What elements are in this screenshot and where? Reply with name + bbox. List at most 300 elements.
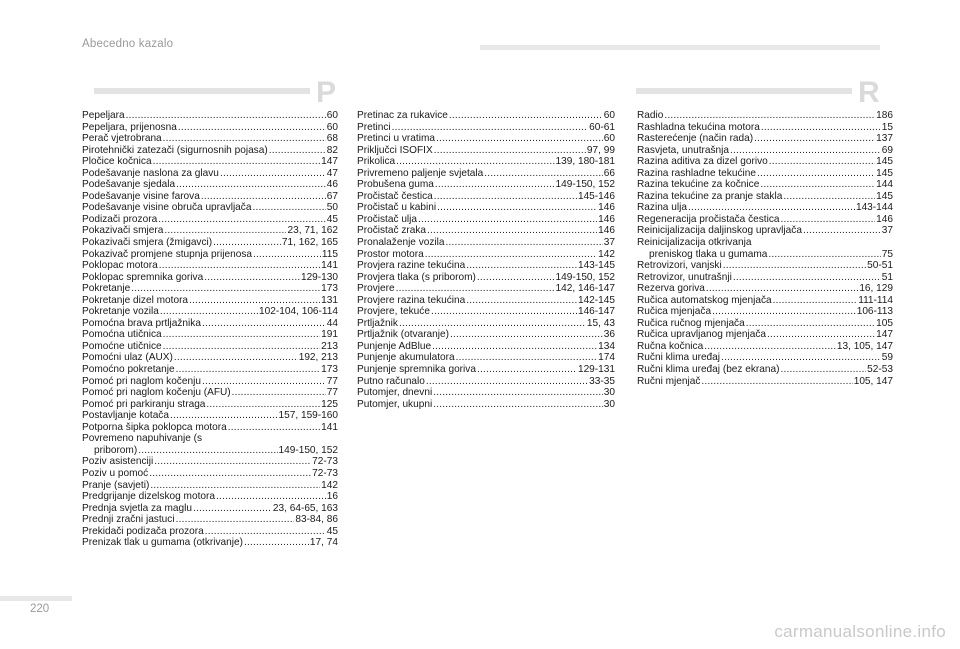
index-entry-pages: 147 — [876, 329, 893, 341]
dot-leader — [435, 179, 555, 191]
index-entry — [82, 537, 338, 549]
dot-leader — [158, 214, 326, 226]
index-entry-pages: 51 — [881, 271, 893, 283]
letter-p-divider — [94, 88, 310, 94]
index-entry-term: Rasvjeta, unutrašnja — [637, 144, 730, 156]
dot-leader — [131, 283, 320, 295]
index-entry-term: Putno računalo — [357, 375, 425, 387]
dot-leader — [733, 272, 881, 284]
dot-leader — [163, 341, 320, 353]
dot-leader — [396, 283, 555, 295]
index-entry-term: Ručica upravljanog mjenjača — [637, 329, 767, 341]
section-title: Abecedno kazalo — [82, 38, 174, 50]
index-entry-pages: 142 — [321, 479, 338, 491]
index-entry-term: Povremeno napuhivanje (s — [82, 433, 203, 445]
index-entry — [82, 191, 338, 203]
page-number: 220 — [30, 603, 50, 615]
index-entry-pages: 60 — [326, 110, 338, 121]
index-entry — [357, 168, 615, 180]
index-entry-pages: 111-114 — [858, 294, 893, 306]
index-entry — [357, 156, 615, 168]
index-entry-term: Perač vjetrobrana — [82, 133, 162, 145]
index-column-1 — [82, 110, 338, 549]
index-entry — [82, 156, 338, 168]
index-entry-pages: 23, 71, 162 — [287, 225, 338, 237]
index-entry-term: Ručica ručnog mjenjača — [637, 317, 745, 329]
index-entry — [357, 341, 615, 353]
index-entry — [357, 376, 615, 388]
index-entry — [637, 306, 893, 318]
index-entry-term: Provjera razine tekućina — [357, 260, 466, 272]
index-entry-term: Reinicijalizacija daljinskog upravljača — [637, 225, 802, 237]
index-entry-pages: 77 — [326, 375, 338, 387]
index-entry-pages: 105, 147 — [853, 375, 893, 387]
index-entry — [82, 237, 338, 249]
index-entry — [82, 272, 338, 284]
index-entry-term: Pirotehnički zatezači (sigurnosnih pojasa) — [82, 144, 268, 156]
dot-leader — [432, 341, 597, 353]
index-entry-term: Pročistač ulja — [357, 213, 418, 225]
index-entry-pages: 174 — [598, 352, 615, 364]
index-entry-term: Razina rashladne tekućine — [637, 167, 756, 179]
index-column-2 — [357, 110, 615, 410]
index-entry — [82, 433, 338, 445]
index-entry — [82, 445, 338, 457]
index-entry — [637, 364, 893, 376]
index-entry-term: Razina tekućine za pranje stakla — [637, 190, 783, 202]
index-entry-pages: 145 — [876, 190, 893, 202]
index-entry-pages: 13, 105, 147 — [836, 340, 893, 352]
dot-leader — [244, 537, 309, 549]
index-entry-pages: 143-144 — [855, 202, 893, 214]
index-entry-pages: 173 — [321, 364, 338, 376]
index-entry-term: Prikolica — [357, 156, 396, 168]
letter-heading-r: R — [858, 76, 880, 109]
index-entry — [82, 283, 338, 295]
index-entry-pages: 106-113 — [856, 306, 893, 318]
index-entry — [357, 387, 615, 399]
index-entry-pages: 60 — [326, 121, 338, 133]
index-entry — [82, 456, 338, 468]
index-entry-pages: 145 — [876, 156, 893, 168]
dot-leader — [436, 133, 603, 145]
dot-leader — [204, 272, 300, 284]
index-entry — [357, 399, 615, 411]
index-entry-pages: 46 — [326, 179, 338, 191]
dot-leader — [446, 237, 603, 249]
dot-leader — [723, 260, 866, 272]
index-entry — [82, 318, 338, 330]
index-entry-pages: 72-73 — [312, 467, 338, 479]
dot-leader — [466, 260, 577, 272]
index-entry-term: Razina tekućine za kočnice — [637, 179, 760, 191]
index-entry — [357, 133, 615, 145]
index-entry-term: Privremeno paljenje svjetala — [357, 167, 484, 179]
index-entry — [637, 168, 893, 180]
watermark-text: carmanualsonline.info — [774, 622, 946, 641]
dot-leader — [189, 295, 320, 307]
index-entry — [357, 237, 615, 249]
index-entry-term: Pokazivači smjera — [82, 225, 164, 237]
dot-leader — [768, 249, 880, 261]
index-entry-pages: 115 — [321, 248, 338, 260]
index-entry-term: Prednja svjetla za maglu — [82, 502, 192, 514]
index-entry-pages: 149-150, 152 — [278, 444, 338, 456]
dot-leader — [456, 352, 598, 364]
dot-leader — [164, 225, 286, 237]
index-entry — [82, 341, 338, 353]
index-entry — [637, 272, 893, 284]
dot-leader — [159, 260, 320, 272]
dot-leader — [399, 318, 586, 330]
index-entry — [357, 110, 615, 122]
index-entry-pages: 83-84, 86 — [295, 514, 338, 526]
index-entry-term: Pločice kočnica — [82, 156, 152, 168]
index-entry-pages: 66 — [603, 167, 615, 179]
index-entry — [637, 352, 893, 364]
index-entry — [637, 237, 893, 249]
index-column-3 — [637, 110, 893, 387]
index-entry-pages: 173 — [321, 283, 338, 295]
index-entry — [637, 179, 893, 191]
index-entry — [82, 514, 338, 526]
dot-leader — [220, 168, 326, 180]
index-entry — [82, 410, 338, 422]
dot-leader — [746, 318, 875, 330]
index-entry — [637, 202, 893, 214]
dot-leader — [232, 387, 326, 399]
index-entry-pages: 129-131 — [577, 364, 615, 376]
index-entry-pages: 146 — [598, 202, 615, 214]
index-entry-term: Pomoćna brava prtljažnika — [82, 317, 201, 329]
index-entry-term: Poklopac spremnika goriva — [82, 271, 204, 283]
index-entry-term: Pranje (savjeti) — [82, 479, 150, 491]
dot-leader — [769, 156, 875, 168]
index-entry-term: Podešavanje visine farova — [82, 190, 200, 202]
dot-leader — [767, 329, 875, 341]
dot-leader — [193, 503, 272, 515]
dot-leader — [253, 249, 321, 261]
index-entry-term: Potporna šipka poklopca motora — [82, 421, 227, 433]
index-entry — [82, 122, 338, 134]
index-entry-term: Poziv asistenciji — [82, 456, 154, 468]
index-entry-term: Pretinci — [357, 121, 391, 133]
dot-leader — [754, 133, 875, 145]
index-entry-pages: 16, 129 — [859, 283, 893, 295]
index-entry-term: Putomjer, ukupni — [357, 398, 433, 410]
index-entry — [357, 306, 615, 318]
index-entry-pages: 50 — [326, 202, 338, 214]
dot-leader — [721, 352, 881, 364]
index-entry — [357, 225, 615, 237]
index-entry — [82, 387, 338, 399]
index-entry-term: Reinicijalizacija otkrivanja — [637, 237, 752, 249]
dot-leader — [396, 156, 554, 168]
index-entry-term: Prenizak tlak u gumama (otkrivanje) — [82, 537, 244, 549]
index-entry-pages: 146 — [876, 213, 893, 225]
index-entry-term: Pomoć pri naglom kočenju (AFU) — [82, 387, 231, 399]
index-entry — [82, 260, 338, 272]
dot-leader — [201, 191, 326, 203]
index-entry-term: Pročistač zraka — [357, 225, 426, 237]
dot-leader — [437, 202, 597, 214]
dot-leader — [450, 329, 603, 341]
index-entry — [82, 168, 338, 180]
index-entry-pages: 143-145 — [577, 260, 615, 272]
index-entry — [357, 318, 615, 330]
dot-leader — [153, 156, 321, 168]
dot-leader — [176, 364, 321, 376]
dot-leader — [126, 110, 326, 122]
index-entry-term: Pepeljara — [82, 110, 125, 121]
index-entry-term: Prostor motora — [357, 248, 424, 260]
dot-leader — [431, 306, 577, 318]
index-entry-pages: 146 — [598, 225, 615, 237]
dot-leader — [150, 480, 320, 492]
index-entry-pages: 37 — [881, 225, 893, 237]
index-entry-pages: 144 — [876, 179, 893, 191]
dot-leader — [154, 456, 311, 468]
index-entry — [357, 179, 615, 191]
index-entry-pages: 60 — [603, 133, 615, 145]
index-entry-term: Pomoć pri parkiranju straga — [82, 398, 206, 410]
index-entry-term: Priključci ISOFIX — [357, 144, 433, 156]
index-entry-pages: 146-147 — [577, 306, 615, 318]
index-entry — [637, 145, 893, 157]
dot-leader — [206, 399, 320, 411]
dot-leader — [433, 387, 603, 399]
index-entry-pages: 15, 43 — [586, 317, 615, 329]
index-entry — [82, 480, 338, 492]
index-entry-term: Retrovizori, vanjski — [637, 260, 722, 272]
dot-leader — [477, 272, 555, 284]
dot-leader — [202, 318, 326, 330]
index-entry — [82, 364, 338, 376]
index-entry-term: Pomoćni ulaz (AUX) — [82, 352, 173, 364]
index-entry-term: Provjere — [357, 283, 395, 295]
index-entry — [637, 122, 893, 134]
index-entry — [357, 202, 615, 214]
index-entry — [637, 318, 893, 330]
index-entry-term: Razina ulja — [637, 202, 687, 214]
dot-leader — [163, 133, 326, 145]
index-entry-pages: 147 — [321, 156, 338, 168]
dot-leader — [706, 283, 858, 295]
index-entry — [357, 145, 615, 157]
dot-leader — [269, 145, 326, 157]
index-entry-term: Ručni klima uređaj — [637, 352, 721, 364]
dot-leader — [170, 410, 278, 422]
index-entry-term: Prtljažnik — [357, 317, 398, 329]
index-entry-term: Prekidači podizača prozora — [82, 525, 204, 537]
index-entry — [82, 133, 338, 145]
dot-leader — [477, 364, 577, 376]
index-entry-pages: 105 — [876, 317, 893, 329]
index-entry-pages: 30 — [603, 398, 615, 410]
index-entry — [357, 122, 615, 134]
index-entry-term: Provjere, tekuće — [357, 306, 430, 318]
index-entry-term: Provjere razina tekućina — [357, 294, 466, 306]
index-entry-pages: 71, 162, 165 — [281, 237, 338, 249]
dot-leader — [449, 110, 603, 122]
index-entry-term: Ručni klima uređaj (bez ekrana) — [637, 364, 780, 376]
index-entry-term: Punjenje spremnika goriva — [357, 364, 476, 376]
index-entry-pages: 30 — [603, 387, 615, 399]
index-entry — [82, 225, 338, 237]
index-entry-pages: 102-104, 106-114 — [259, 306, 338, 318]
dot-leader — [688, 202, 855, 214]
index-entry-pages: 142, 146-147 — [555, 283, 615, 295]
index-entry-term: Provjera tlaka (s priborom) — [357, 271, 476, 283]
index-entry-pages: 15 — [881, 121, 893, 133]
index-entry — [82, 399, 338, 411]
index-entry-pages: 137 — [876, 133, 893, 145]
index-entry — [82, 214, 338, 226]
dot-leader — [757, 168, 875, 180]
index-entry-term: Pokazivači smjera (žmigavci) — [82, 237, 213, 249]
index-entry-pages: 139, 180-181 — [555, 156, 615, 168]
index-entry — [82, 503, 338, 515]
index-entry-pages: 47 — [326, 167, 338, 179]
index-entry-pages: 60-61 — [589, 121, 615, 133]
index-entry-pages: 67 — [326, 190, 338, 202]
index-entry-pages: 45 — [326, 525, 338, 537]
index-entry — [82, 422, 338, 434]
index-entry-term: Poziv u pomoć — [82, 467, 149, 479]
dot-leader — [484, 168, 603, 180]
index-entry — [82, 145, 338, 157]
dot-leader — [228, 422, 320, 434]
index-entry — [357, 260, 615, 272]
index-entry — [82, 468, 338, 480]
letter-heading-p: P — [316, 76, 337, 109]
index-entry — [82, 202, 338, 214]
index-entry-term: Putomjer, dnevni — [357, 387, 433, 399]
dot-leader — [213, 237, 281, 249]
dot-leader — [704, 341, 836, 353]
index-entry-term: Podešavanje visine obruča upravljača — [82, 202, 252, 214]
index-entry-term: Ručna kočnica — [637, 340, 704, 352]
index-entry-pages: 23, 64-65, 163 — [272, 502, 338, 514]
index-entry-term: Poklopac motora — [82, 260, 158, 272]
index-entry-term: Pomoć pri naglom kočenju — [82, 375, 201, 387]
index-entry-term: Podešavanje naslona za glavu — [82, 167, 219, 179]
index-entry-term: Punjenje AdBlue — [357, 340, 432, 352]
dot-leader — [427, 225, 597, 237]
index-entry-pages: 157, 159-160 — [278, 410, 338, 422]
index-entry-pages: 149-150, 152 — [555, 179, 615, 191]
index-entry-pages: 82 — [326, 144, 338, 156]
index-entry-pages: 75 — [881, 248, 893, 260]
index-entry-term: Pokretanje — [82, 283, 131, 295]
dot-leader — [178, 122, 326, 134]
index-entry-term: Punjenje akumulatora — [357, 352, 455, 364]
index-entry — [82, 110, 338, 122]
index-entry-pages: 191 — [321, 329, 338, 341]
index-entry — [637, 133, 893, 145]
index-entry-term: Pretinac za rukavice — [357, 110, 448, 121]
index-entry-pages: 72-73 — [312, 456, 338, 468]
index-entry-pages: 145-146 — [577, 190, 615, 202]
index-entry-pages: 77 — [326, 387, 338, 399]
index-entry-term: Retrovizor, unutrašnji — [637, 271, 732, 283]
index-entry-term: Postavljanje kotača — [82, 410, 169, 422]
index-entry-term: Ručica mjenjača — [637, 306, 712, 318]
index-entry-pages: 59 — [881, 352, 893, 364]
index-entry — [637, 341, 893, 353]
index-entry-pages: 186 — [876, 110, 893, 121]
index-entry-term: Pokretanje dizel motora — [82, 294, 189, 306]
index-entry-term: preniskog tlaka u gumama — [649, 248, 768, 260]
dot-leader — [781, 364, 867, 376]
dot-leader — [202, 376, 326, 388]
dot-leader — [434, 191, 577, 203]
dot-leader — [761, 122, 881, 134]
index-entry — [637, 376, 893, 388]
index-entry — [637, 260, 893, 272]
index-entry-pages: 192, 213 — [298, 352, 338, 364]
index-entry-term: Prtljažnik (otvaranje) — [357, 329, 449, 341]
dot-leader — [712, 306, 856, 318]
index-entry-term: Pokretanje vozila — [82, 306, 159, 318]
index-entry-term: Pomoćne utičnice — [82, 340, 162, 352]
index-entry-pages: 44 — [326, 317, 338, 329]
index-entry-pages: 131 — [321, 294, 338, 306]
dot-leader — [176, 179, 326, 191]
index-entry-term: priborom) — [94, 444, 138, 456]
index-entry — [82, 526, 338, 538]
dot-leader — [433, 399, 603, 411]
dot-leader — [149, 468, 311, 480]
index-entry-pages: 52-53 — [867, 364, 893, 376]
index-entry-pages: 97, 99 — [586, 144, 615, 156]
index-entry-term: Pročistač čestica — [357, 190, 433, 202]
index-entry — [637, 214, 893, 226]
index-entry-term: Regeneracija pročistača čestica — [637, 213, 780, 225]
index-entry — [357, 295, 615, 307]
index-entry-pages: 141 — [321, 260, 338, 272]
index-entry — [82, 306, 338, 318]
index-entry — [82, 249, 338, 261]
index-entry — [82, 376, 338, 388]
index-entry-pages: 45 — [326, 213, 338, 225]
index-entry-term: Rezerva goriva — [637, 283, 705, 295]
index-entry-term: Podizači prozora — [82, 213, 158, 225]
dot-leader — [760, 179, 875, 191]
index-entry-term: Probušena guma — [357, 179, 434, 191]
index-entry — [637, 249, 893, 261]
index-entry-term: Podešavanje sjedala — [82, 179, 176, 191]
index-entry-pages: 60 — [603, 110, 615, 121]
index-entry-pages: 68 — [326, 133, 338, 145]
index-entry-term: Razina aditiva za dizel gorivo — [637, 156, 768, 168]
index-entry-term: Prednji zračni jastuci — [82, 514, 175, 526]
index-entry-term: Pronalaženje vozila — [357, 237, 445, 249]
index-entry-term: Rasterećenje (način rada) — [637, 133, 754, 145]
dot-leader — [434, 145, 586, 157]
dot-leader — [392, 122, 589, 134]
dot-leader — [160, 306, 258, 318]
index-entry-pages: 50-51 — [867, 260, 893, 272]
index-entry-term: Pokazivač promjene stupnja prijenosa — [82, 248, 253, 260]
index-entry-term: Pomoćno pokretanje — [82, 364, 175, 376]
dot-leader — [176, 514, 295, 526]
letter-r-divider — [636, 88, 852, 94]
footer-divider — [0, 596, 72, 601]
index-entry-pages: 69 — [881, 144, 893, 156]
index-entry — [637, 156, 893, 168]
index-entry — [357, 283, 615, 295]
